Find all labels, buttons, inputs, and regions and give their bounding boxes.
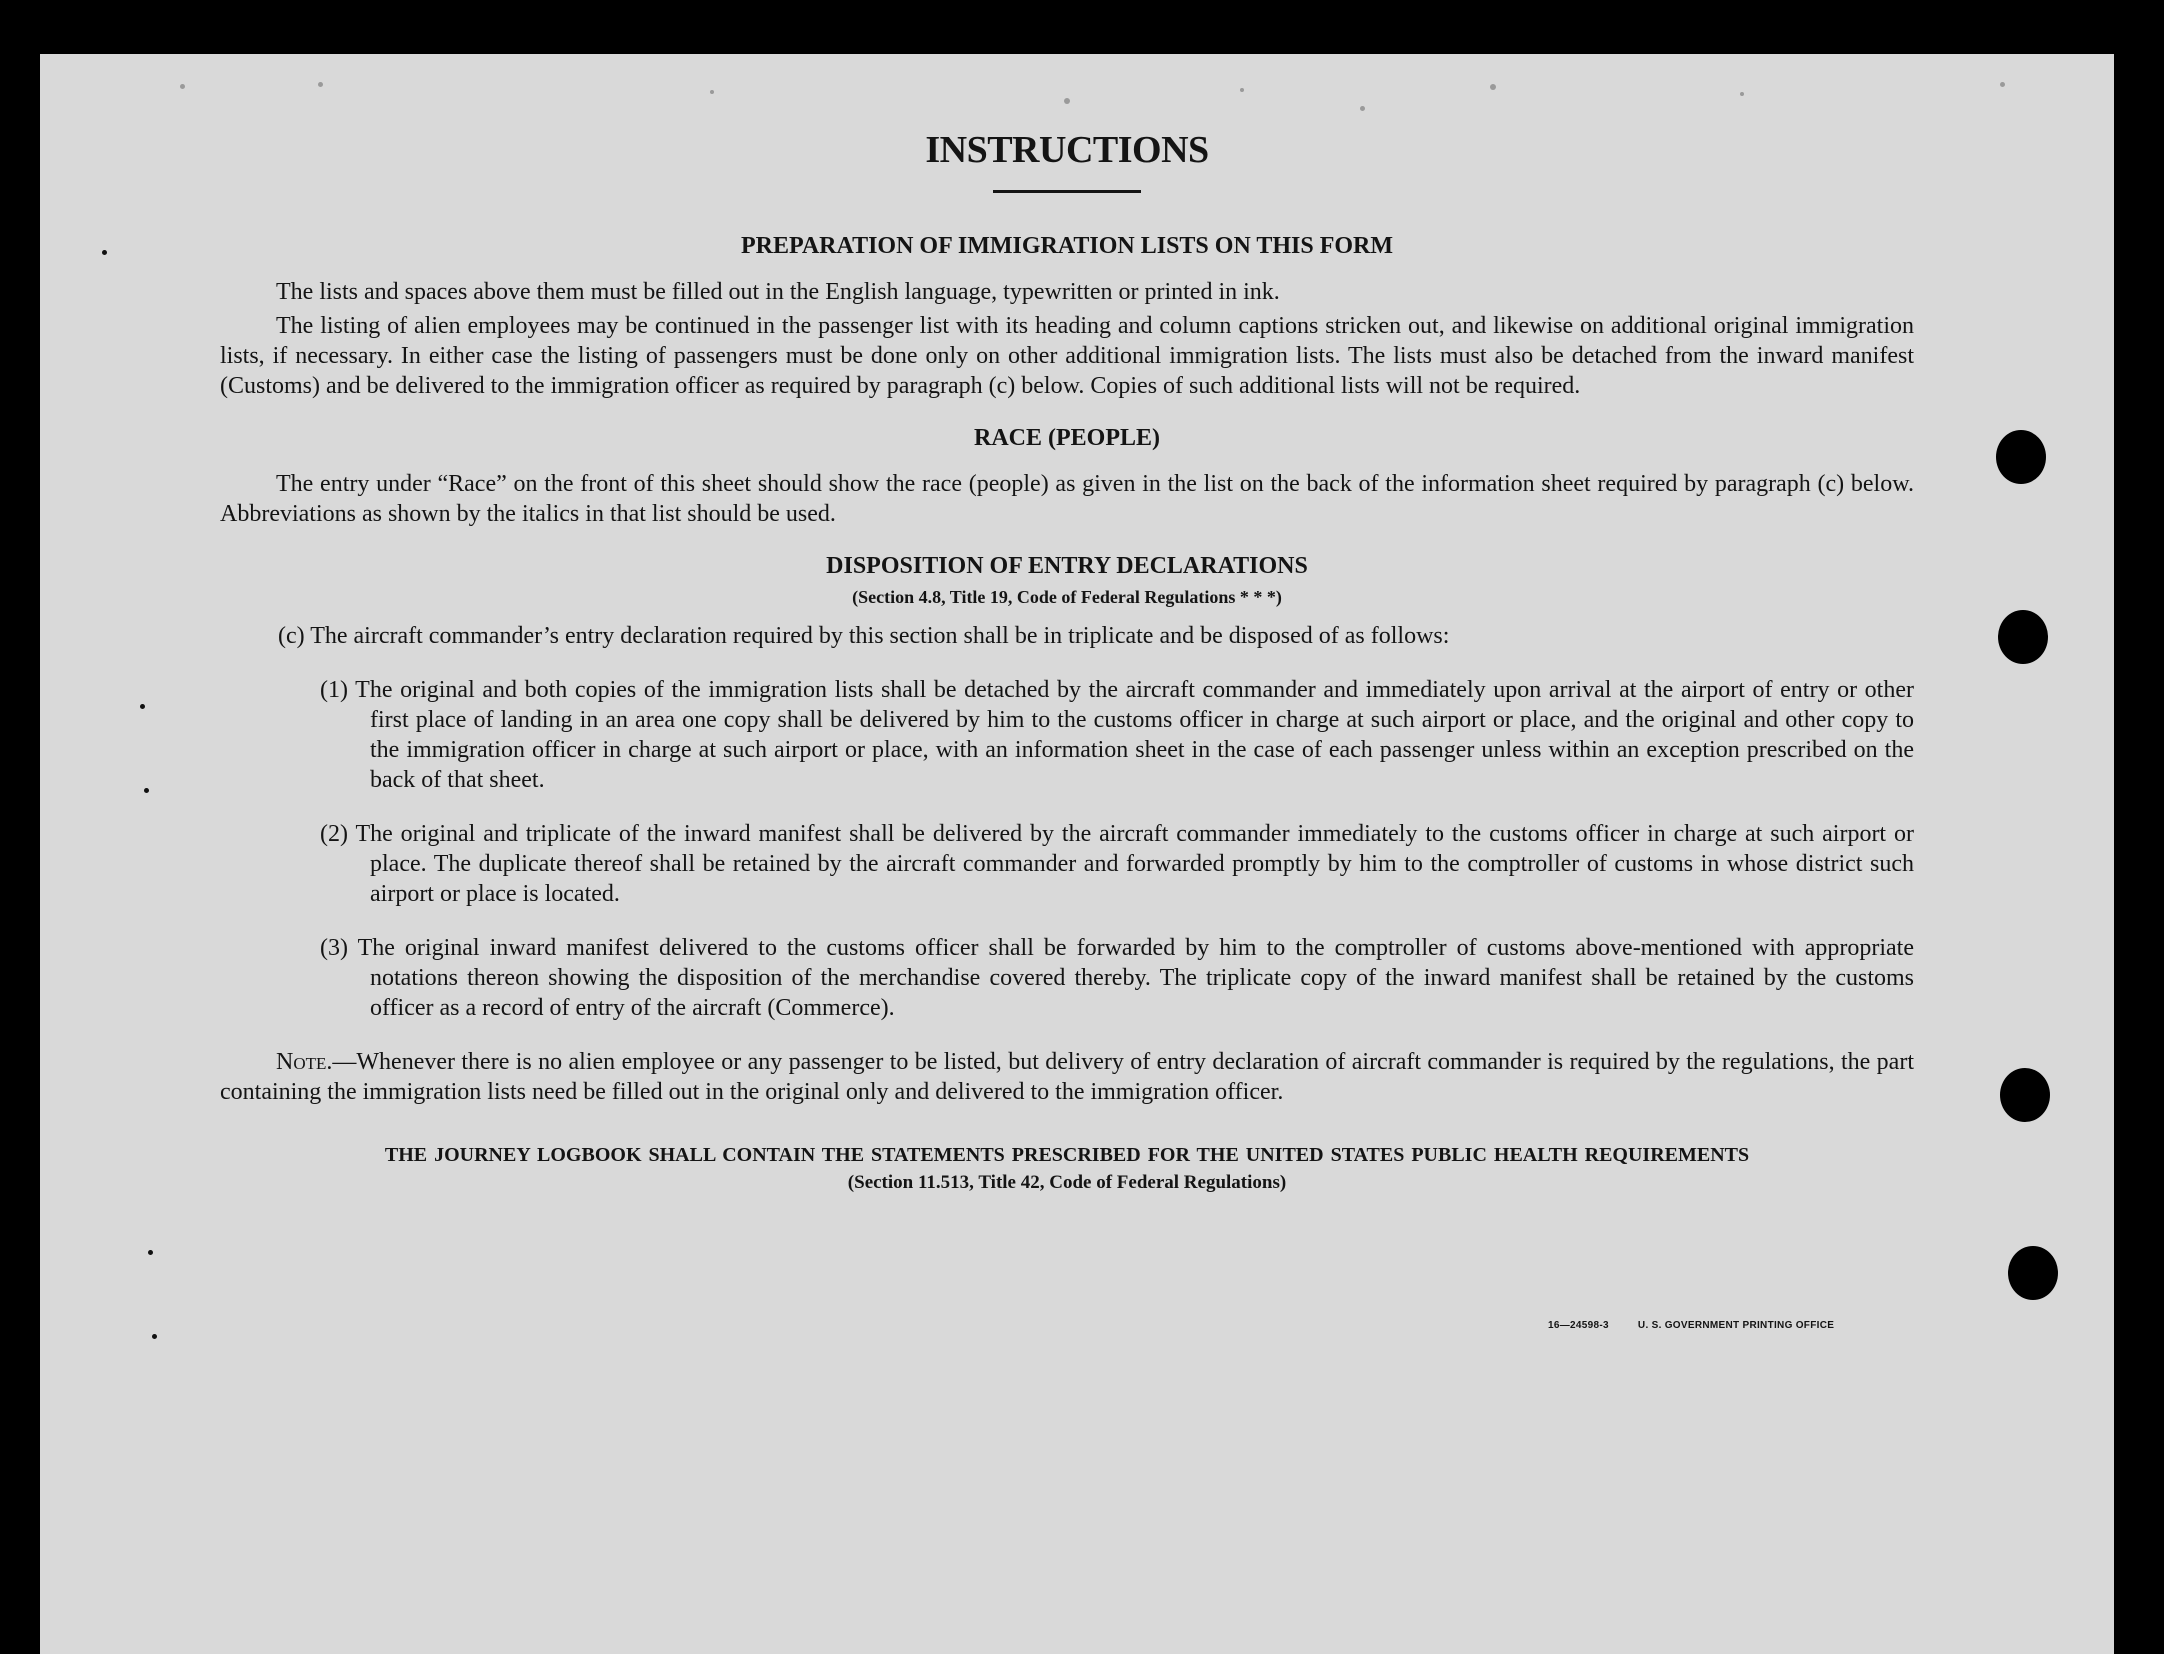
printer-imprint xyxy=(1548,1320,1834,1331)
margin-dot xyxy=(140,704,145,709)
item-number: (3) xyxy=(320,935,348,961)
speck xyxy=(1490,84,1496,90)
note-label: Note. xyxy=(276,1049,333,1075)
note-text: —Whenever there is no alien employee or any passenger to be listed, but delivery of entry declaration of aircraft commander is required by the regulations, the part containing the immigration lists need be filled out in the original only and delivered to the immigration officer. xyxy=(220,1049,1914,1105)
margin-dot xyxy=(144,788,149,793)
list-item xyxy=(220,933,1914,1023)
clause-text: The aircraft commander’s entry declaration required by this section shall be in triplicate and be disposed of as follows: xyxy=(310,623,1450,649)
clause-label: (c) xyxy=(278,623,305,649)
margin-dot xyxy=(152,1334,157,1339)
speck xyxy=(1240,88,1244,92)
speck xyxy=(1064,98,1070,104)
item-text: The original inward manifest delivered to the customs officer shall be forwarded by him to the comptroller of customs above-mentioned with appropriate notations thereon showing the disposition of the merchandise covered thereby. The triplicate copy of the inward manifest shall be retained by the customs officer as a record of entry of the aircraft (Commerce). xyxy=(357,935,1914,1021)
preparation-heading: PREPARATION OF IMMIGRATION LISTS ON THIS FORM xyxy=(740,233,1394,259)
item-text: The original and both copies of the immigration lists shall be detached by the aircraft commander and immediately upon arrival at the airport of entry or other first place of landing in an area one copy shall be delivered by him to the customs officer in charge at such airport or place, and the original and other copy to the immigration officer in charge at such airport or place, with an information sheet in the case of each passenger unless within an exception prescribed on the back of that sheet. xyxy=(355,677,1914,793)
preparation-paragraph-2: The listing of alien employees may be continued in the passenger list with its heading and column captions stricken out, and likewise on additional original immigration lists, if necessary. In either case the listing of passengers must be done only on other additional immigration lists. The lists must also be detached from the inward manifest (Customs) and be delivered to the immigration officer as required by paragraph (c) below. Copies of such additional lists will not be required. xyxy=(220,313,1914,399)
item-number: (2) xyxy=(320,821,348,847)
clause-c xyxy=(220,621,1914,651)
health-citation: (Section 11.513, Title 42, Code of Federal Regulations) xyxy=(847,1172,1287,1193)
punch-hole xyxy=(2000,1068,2050,1122)
speck xyxy=(180,84,185,89)
punch-hole xyxy=(2008,1246,2058,1300)
race-heading: RACE (PEOPLE) xyxy=(974,425,1160,451)
page-title: INSTRUCTIONS xyxy=(925,129,1209,171)
race-paragraph: The entry under “Race” on the front of this sheet should show the race (people) as given in the list on the back of the information sheet required by paragraph (c) below. Abbreviations as shown by the italics in that list should be used. xyxy=(220,471,1914,527)
item-number: (1) xyxy=(320,677,348,703)
form-number: 16—24598-3 xyxy=(1548,1320,1609,1331)
item-text: The original and triplicate of the inward manifest shall be delivered by the aircraft commander immediately to the customs officer in charge at such airport or place. The duplicate thereof shall be retained by the aircraft commander and forwarded promptly by him to the comptroller of customs in whose district such airport or place is located. xyxy=(355,821,1914,907)
preparation-paragraph-1: The lists and spaces above them must be filled out in the English language, typewritten or printed in ink. xyxy=(276,279,1280,305)
speck xyxy=(2000,82,2005,87)
title-underline xyxy=(993,190,1141,193)
disposition-citation: (Section 4.8, Title 19, Code of Federal Regulations * * *) xyxy=(852,587,1282,607)
note-paragraph xyxy=(220,1047,1914,1107)
health-statement: THE JOURNEY LOGBOOK SHALL CONTAIN THE STATEMENTS PRESCRIBED FOR THE UNITED STATES PUBLIC HEALTH REQUIREMENTS xyxy=(384,1144,1750,1166)
speck xyxy=(710,90,714,94)
list-item xyxy=(220,819,1914,909)
margin-dot xyxy=(148,1250,153,1255)
speck xyxy=(1740,92,1744,96)
instructions-content xyxy=(220,128,1914,1195)
punch-hole xyxy=(1996,430,2046,484)
margin-dot xyxy=(102,250,107,255)
speck xyxy=(318,82,323,87)
disposition-heading: DISPOSITION OF ENTRY DECLARATIONS xyxy=(826,553,1308,579)
speck xyxy=(1360,106,1365,111)
list-item xyxy=(220,675,1914,795)
printing-office: U. S. GOVERNMENT PRINTING OFFICE xyxy=(1637,1320,1835,1331)
punch-hole xyxy=(1998,610,2048,664)
